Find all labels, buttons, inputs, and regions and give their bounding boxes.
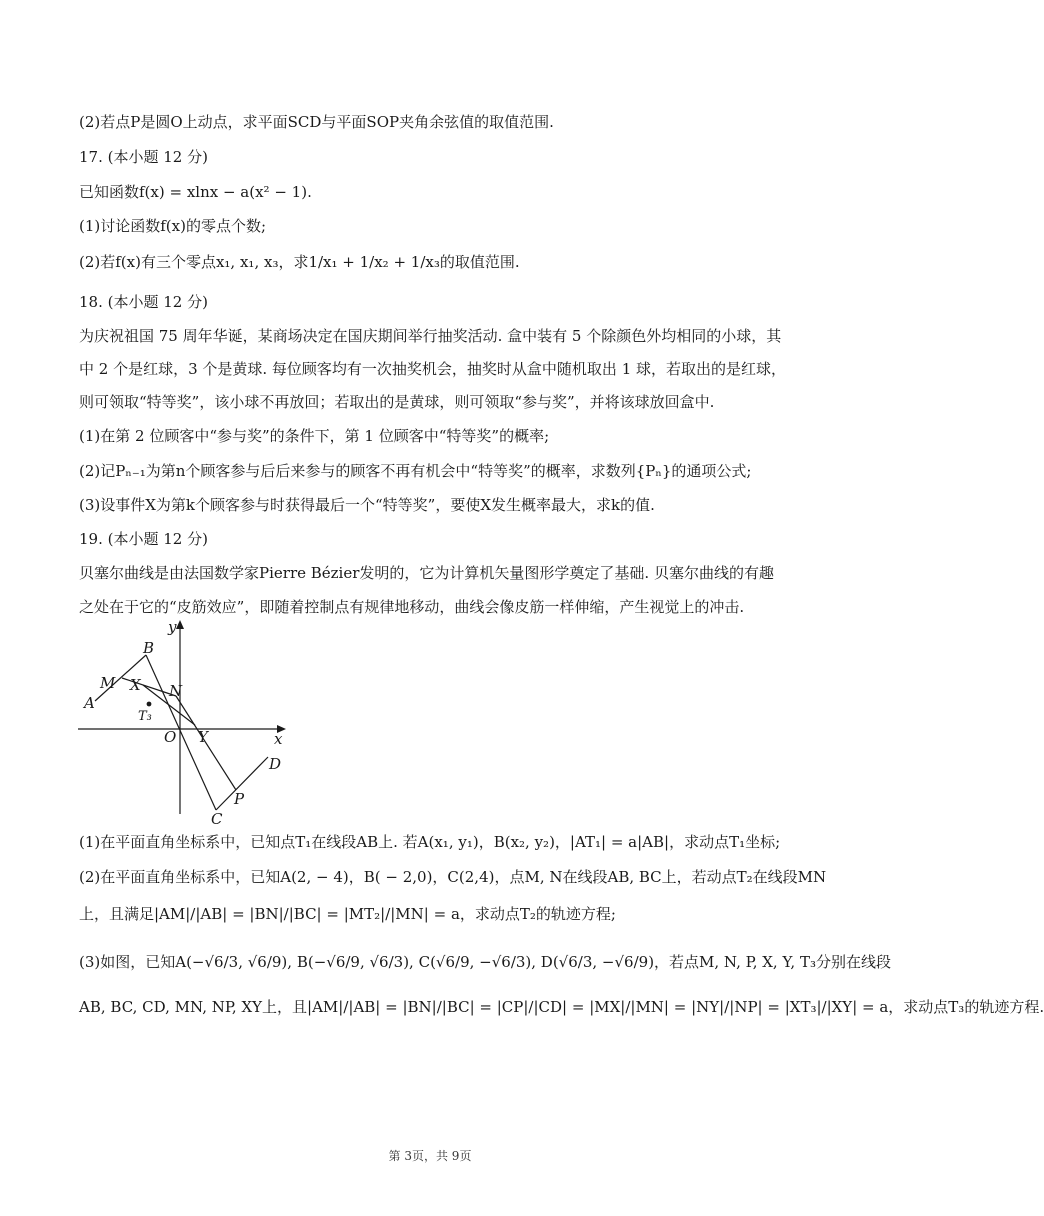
label-T3: T₃ — [138, 709, 152, 724]
label-x-axis: x — [274, 730, 283, 748]
q18-part1: (1)在第 2 位顾客中“参与奖”的条件下，第 1 位顾客中“特等奖”的概率; — [79, 427, 550, 445]
label-P: P — [234, 790, 245, 808]
q17-header: 17. (本小题 12 分) — [79, 148, 208, 166]
q18-stem-line3: 则可领取“特等奖”，该小球不再放回；若取出的是黄球，则可领取“参与奖”，并将该球放回盒中. — [79, 393, 715, 411]
label-N: N — [169, 682, 183, 700]
label-A: A — [84, 694, 95, 712]
q18-stem-line2: 中 2 个是红球，3 个是黄球. 每位顾客均有一次抽奖机会，抽奖时从盒中随机取出 1 球，若取出的是红球， — [79, 360, 787, 378]
q19-stem-line2: 之处在于它的“皮筋效应”，即随着控制点有规律地移动，曲线会像皮筋一样伸缩，产生视觉上的冲击. — [79, 598, 745, 616]
label-O: O — [164, 728, 177, 746]
q16-part2: (2)若点P是圆O上动点，求平面SCD与平面SOP夹角余弦值的取值范围. — [79, 113, 554, 131]
q17-part2: (2)若f(x)有三个零点x₁, x₁, x₃，求1/x₁ + 1/x₂ + 1/x₃的取值范围. — [79, 253, 520, 271]
label-X: X — [130, 676, 141, 694]
q19-part3-line2: AB, BC, CD, MN, NP, XY上，且|AM|/|AB| = |BN|/|BC| = |CP|/|CD| = |MX|/|MN| = |NY|/|NP| = |XT₃|/|XY| = a，求动点T₃的轨迹方程. — [79, 998, 1044, 1016]
q18-part2: (2)记Pₙ₋₁为第n个顾客参与后后来参与的顾客不再有机会中“特等奖”的概率，求数列{Pₙ}的通项公式; — [79, 462, 752, 480]
q19-stem-line1: 贝塞尔曲线是由法国数学家Pierre Bézier发明的，它为计算机矢量图形学奠定了基础. 贝塞尔曲线的有趣 — [79, 564, 774, 582]
y-axis-arrow — [176, 620, 184, 629]
label-y-axis: y — [168, 618, 177, 636]
q19-part1: (1)在平面直角坐标系中，已知点T₁在线段AB上. 若A(x₁, y₁)，B(x₂, y₂)，|AT₁| = a|AB|，求动点T₁坐标; — [79, 833, 781, 851]
label-D: D — [269, 755, 282, 773]
label-B: B — [143, 639, 155, 657]
bezier-diagram — [78, 614, 298, 826]
q19-header: 19. (本小题 12 分) — [79, 530, 208, 548]
q18-part3: (3)设事件X为第k个顾客参与时获得最后一个“特等奖”，要使X发生概率最大，求k的值. — [79, 496, 655, 514]
q17-stem: 已知函数f(x) = xlnx − a(x² − 1). — [79, 183, 312, 201]
label-C: C — [211, 810, 223, 828]
q19-part3-line1: (3)如图，已知A(−√6/3, √6/9), B(−√6/9, √6/3), C(√6/9, −√6/3), D(√6/3, −√6/9)，若点M, N, P, X, Y, T₃分别在线段 — [79, 953, 891, 971]
label-M: M — [100, 674, 116, 692]
q19-part2-line2: 上，且满足|AM|/|AB| = |BN|/|BC| = |MT₂|/|MN| = a，求动点T₂的轨迹方程; — [79, 905, 616, 923]
q18-stem-line1: 为庆祝祖国 75 周年华诞，某商场决定在国庆期间举行抽奖活动. 盒中装有 5 个除颜色外均相同的小球，其 — [79, 327, 782, 345]
q18-header: 18. (本小题 12 分) — [79, 293, 208, 311]
label-Y: Y — [198, 728, 208, 746]
q17-part1: (1)讨论函数f(x)的零点个数; — [79, 217, 267, 235]
point-T3 — [147, 702, 152, 707]
page-footer: 第 3页，共 9页 — [388, 1149, 472, 1163]
q19-part2-line1: (2)在平面直角坐标系中，已知A(2, − 4)，B( − 2,0)，C(2,4)，点M, N在线段AB, BC上，若动点T₂在线段MN — [79, 868, 827, 886]
